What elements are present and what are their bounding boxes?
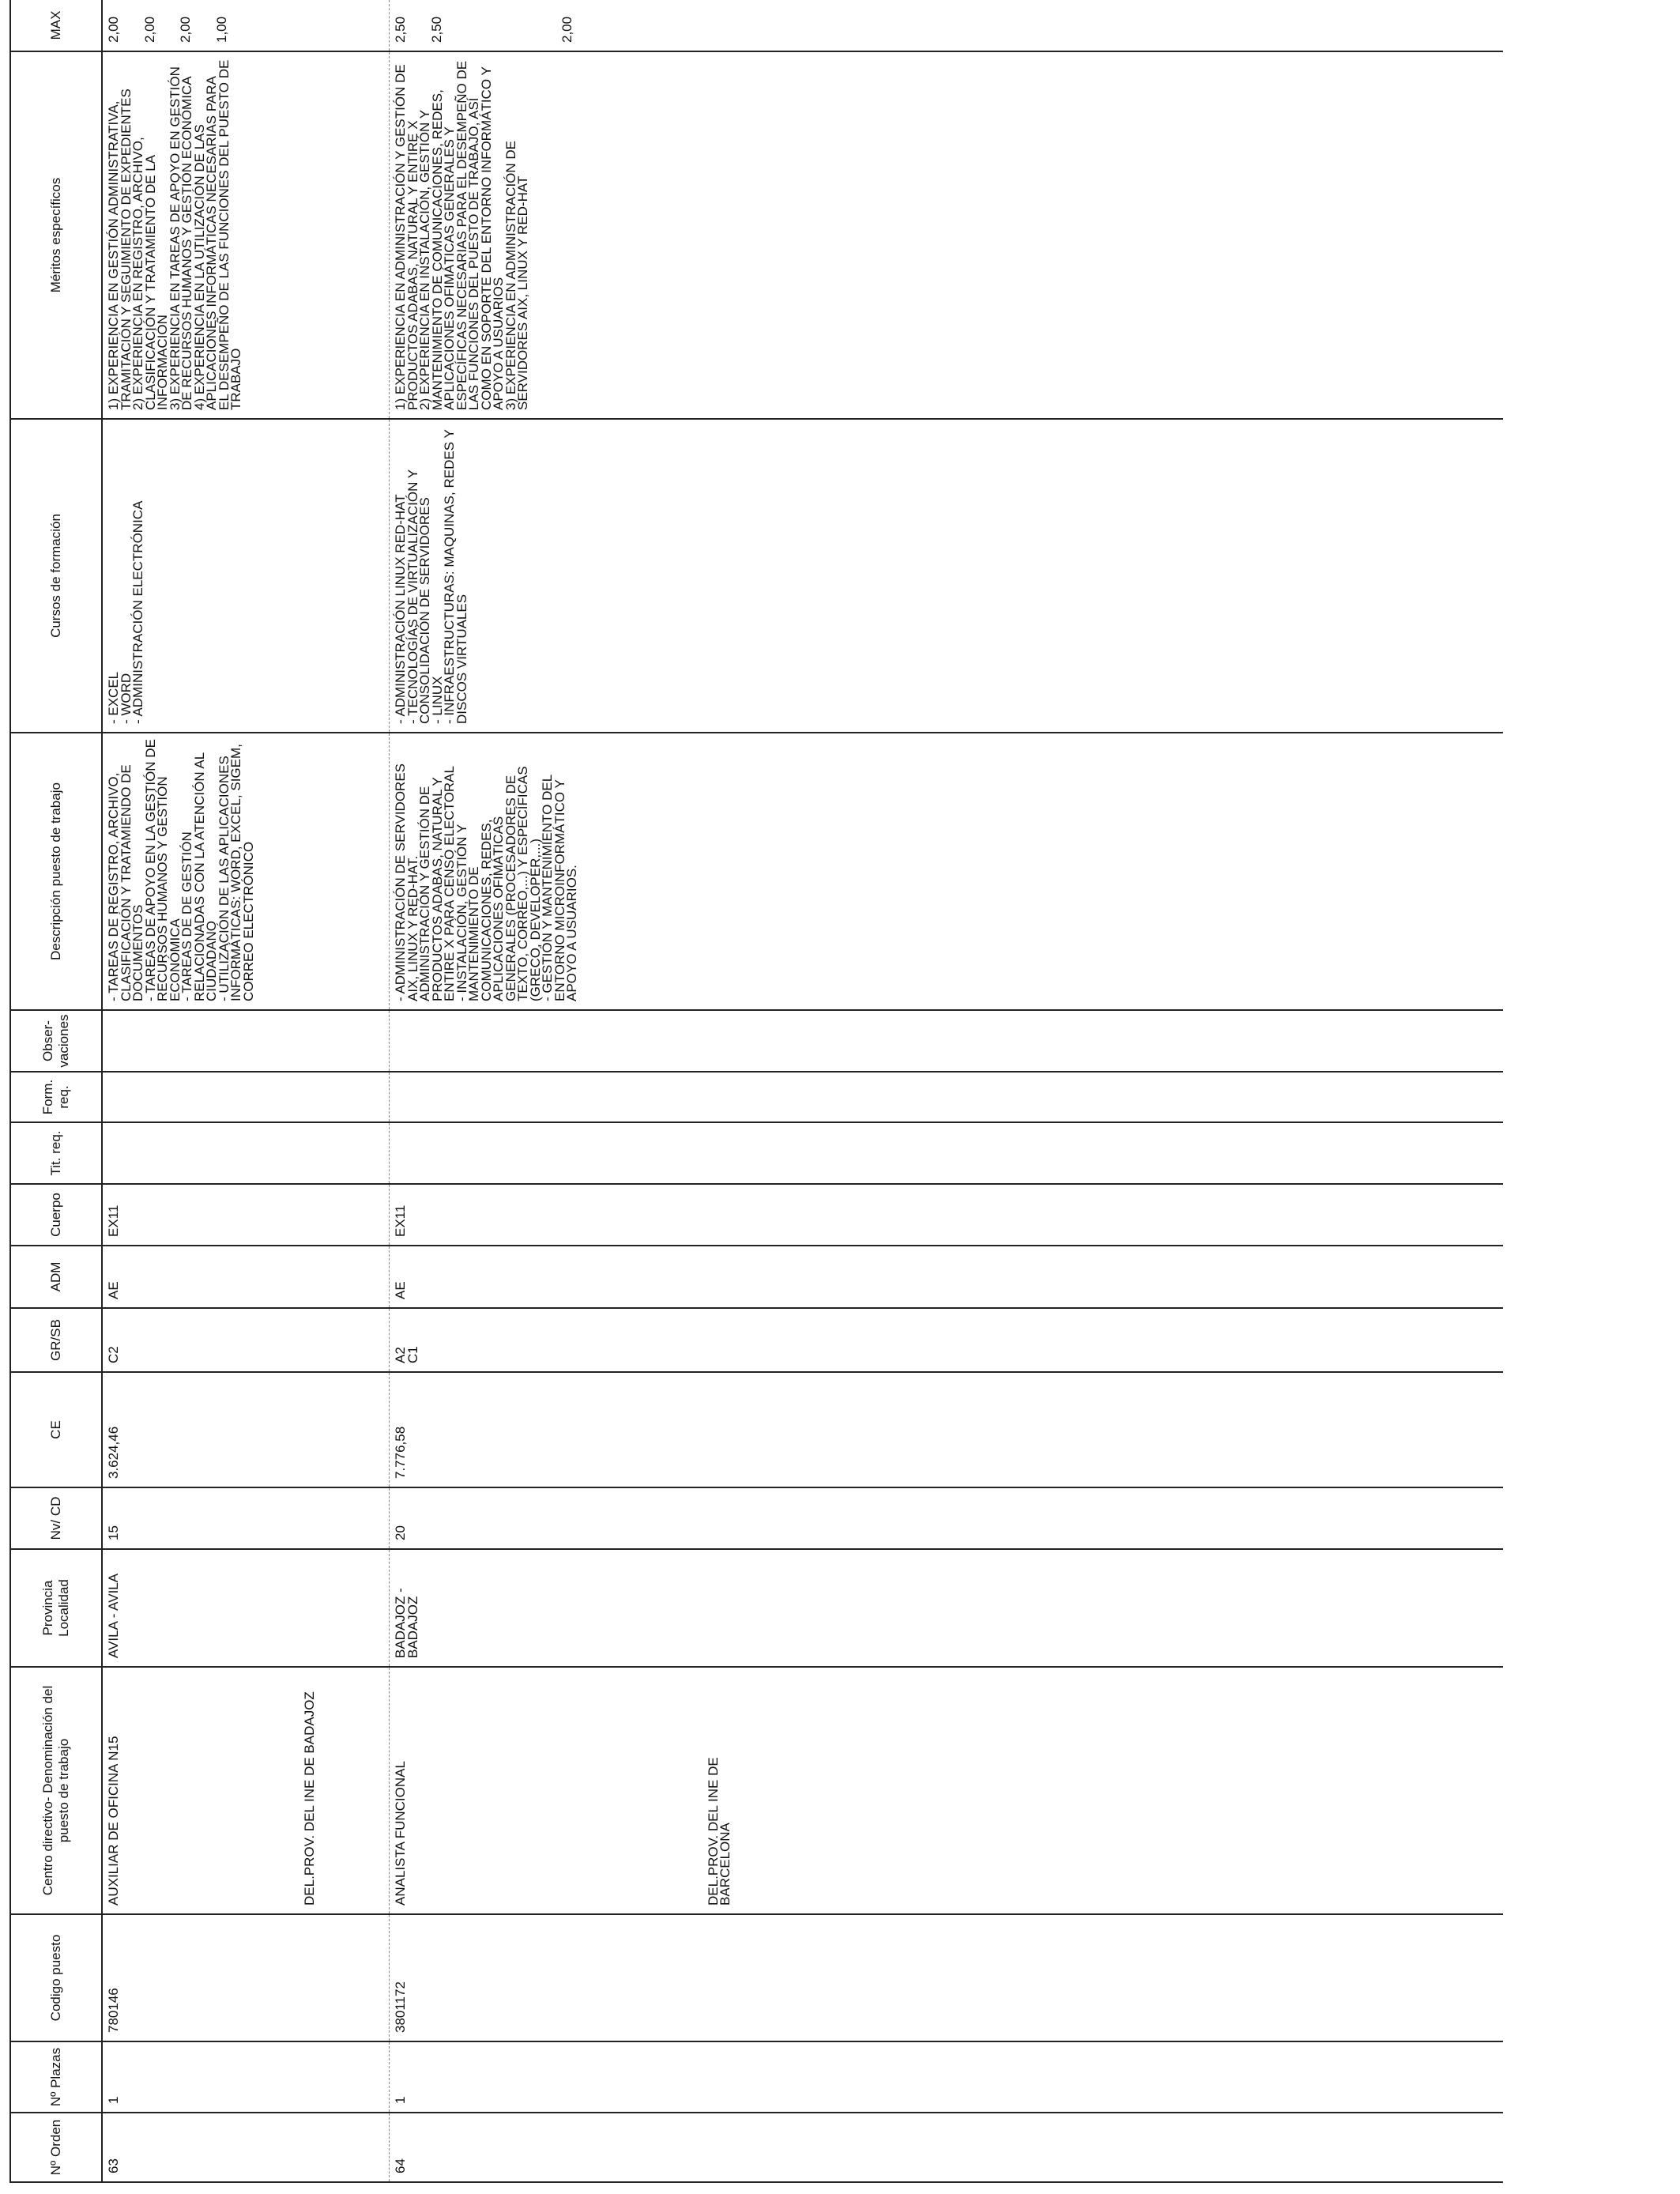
- descripcion-cell: - TAREAS DE REGISTRO, ARCHIVO, CLASIFICACIÓN Y TRATAMIENDO DE DOCUMENTOS - TAREAS DE APOYO EN LA GESTIÓN DE RECURSOS HUMANOS Y GESTIÓN ECONÓMICA - TAREAS DE DE GESTIÓN RELACIONADAS CON LA ATENCIÓN AL CIUDADANO - UTILIZACIÓN DE LAS APLICACIONES INFORMÁTICAS: WORD, EXCEL, SIGEM, CORREO ELECTRÓNICO: [102, 733, 390, 1010]
- cuerpo-cell: EX11: [102, 1184, 390, 1246]
- formacion-cell: [102, 1072, 390, 1122]
- max-value: 2,00: [141, 16, 157, 43]
- orden-cell: 64: [390, 2113, 1504, 2182]
- centro-delegacion: DEL.PROV. DEL INE DE BARCELONA: [705, 1757, 733, 1906]
- header-grupo: GR/SB: [10, 1308, 102, 1372]
- titulacion-cell: [390, 1122, 1504, 1184]
- header-formacion: Form. req.: [10, 1072, 102, 1122]
- ce-cell: 3.624,46: [102, 1372, 390, 1487]
- formacion-cell: [390, 1072, 1504, 1122]
- header-cursos: Cursos de formación: [10, 419, 102, 733]
- grupo-cell: C2: [102, 1308, 390, 1372]
- observaciones-cell: [390, 1010, 1504, 1072]
- header-nivel: Nv/ CD: [10, 1487, 102, 1549]
- ce-cell: 7.776,58: [390, 1372, 1504, 1487]
- grupo-cell: A2 C1: [390, 1308, 1504, 1372]
- provincia-cell: AVILA - AVILA: [102, 1549, 390, 1667]
- header-row: [10, 0, 102, 2182]
- descripcion-cell: - ADMINISTRACIÓN DE SERVIDORES AIX, LINUX Y RED-HAT. ADMINISTRACIÓN Y GESTIÓN DE PRODUCTOS ADABAS, NATURAL Y ENTIRE X PARA CENSO ELECTORAL - INSTALACIÓN, GESTIÓN Y MANTENIMIENTO DE COMUNICACIONES, REDES, APLICACIONES OFIMÁTICAS GENERALES (PROCESADORES DE TEXTO, CORREO,...) Y ESPECÍFICAS (GRECO, DEVELOPER,...) - GESTIÓN Y MANTENIMIENTO DEL ENTORNO MICROINFORMÁTICO Y APOYO A USUARIOS.: [390, 733, 1504, 1010]
- centro-denominacion: ANALISTA FUNCIONAL: [393, 1761, 408, 1906]
- header-orden: Nº Orden: [10, 2113, 102, 2182]
- header-max: MAX: [10, 0, 102, 51]
- observaciones-cell: [102, 1010, 390, 1072]
- plazas-cell: 1: [102, 2041, 390, 2113]
- table-row: [102, 0, 390, 2182]
- centro-delegacion: DEL.PROV. DEL INE DE BADAJOZ: [301, 1691, 317, 1906]
- cuerpo-cell: EX11: [390, 1184, 1504, 1246]
- meritos-cell: 1) EXPERIENCIA EN GESTIÓN ADMINISTRATIVA, TRAMITACIÓN Y SEGUIMIENTO DE EXPEDIENTES 2) EXPERIENCIA EN REGISTRO, ARCHIVO, CLASIFICACIÓN Y TRATAMIENTO DE LA INFORMACIÓN 3) EXPERIENCIA EN TAREAS DE APOYO EN GESTIÓN DE RECURSOS HUMANOS Y GESTIÓN ECONÓMICA 4) EXPERIENCIA EN LA UTILIZACIÓN DE LAS APLICACIONES INFORMÁTICAS NECESARIAS PARA EL DESEMPEÑO DE LAS FUNCIONES DEL PUESTO DE TRABAJO: [102, 51, 390, 419]
- header-adm: ADM: [10, 1246, 102, 1308]
- orden-cell: 63: [102, 2113, 390, 2182]
- adm-cell: AE: [102, 1246, 390, 1308]
- codigo-cell: 3801172: [390, 1914, 1504, 2041]
- cursos-cell: - EXCEL - WORD - ADMINISTRACIÓN ELECTRÓNICA: [102, 419, 390, 733]
- meritos-cell: 1) EXPERIENCIA EN ADMINISTRACIÓN Y GESTIÓN DE PRODUCTOS ADABAS, NATURAL Y ENTIRE X 2) EXPERIENCIA EN INSTALACIÓN, GESTIÓN Y MANTENIMIENTO DE COMUNICACIONES, REDES, APLICACIONES OFIMÁTICAS GENERALES Y ESPECÍFICAS NECESARIAS PARA EL DESEMPEÑO DE LAS FUNCIONES DEL PUESTO DE TRABAJO, ASÍ COMO EN SOPORTE DEL ENTORNO INFORMÁTICO Y APOYO A USUARIOS 3) EXPERIENCIA EN ADMINISTRACIÓN DE SERVIDORES AIX, LINUX Y RED-HAT: [390, 51, 1504, 419]
- max-value: 2,00: [106, 16, 121, 43]
- max-cell: [390, 0, 1504, 51]
- header-plazas: Nº Plazas: [10, 2041, 102, 2113]
- max-value: 2,00: [178, 16, 193, 43]
- max-value: 2,50: [393, 16, 408, 43]
- header-codigo: Codigo puesto: [10, 1914, 102, 2041]
- header-meritos: Méritos específicos: [10, 51, 102, 419]
- header-provincia: Provincia Localidad: [10, 1549, 102, 1667]
- max-value: 2,50: [428, 16, 444, 43]
- nivel-cell: 20: [390, 1487, 1504, 1549]
- provincia-cell: BADAJOZ - BADAJOZ: [390, 1549, 1504, 1667]
- header-titulacion: Tit. req.: [10, 1122, 102, 1184]
- codigo-cell: 780146: [102, 1914, 390, 2041]
- centro-cell: [102, 1667, 390, 1914]
- header-centro: Centro directivo- Denominación del puesto de trabajo: [10, 1667, 102, 1914]
- cursos-cell: - ADMINISTRACIÓN LINUX RED-HAT - TECNOLOGÍAS DE VIRTUALIZACIÓN Y CONSOLIDACIÓN DE SERVIDORES - LINUX - INFRAESTRUCTURAS: MAQUINAS, REDES Y DISCOS VIRTUALES: [390, 419, 1504, 733]
- header-ce: CE: [10, 1372, 102, 1487]
- max-value: 2,00: [559, 16, 574, 43]
- max-value: 1,00: [213, 16, 229, 43]
- header-observaciones: Obser- vaciones: [10, 1010, 102, 1072]
- header-cuerpo: Cuerpo: [10, 1184, 102, 1246]
- nivel-cell: 15: [102, 1487, 390, 1549]
- plazas-cell: 1: [390, 2041, 1504, 2113]
- max-cell: [102, 0, 390, 51]
- centro-cell: [390, 1667, 1504, 1914]
- header-descripcion: Descripción puesto de trabajo: [10, 733, 102, 1010]
- titulacion-cell: [102, 1122, 390, 1184]
- job-positions-table: [9, 0, 1503, 2183]
- adm-cell: AE: [390, 1246, 1504, 1308]
- table-row: [390, 0, 1504, 2182]
- centro-denominacion: AUXILIAR DE OFICINA N15: [106, 1736, 121, 1906]
